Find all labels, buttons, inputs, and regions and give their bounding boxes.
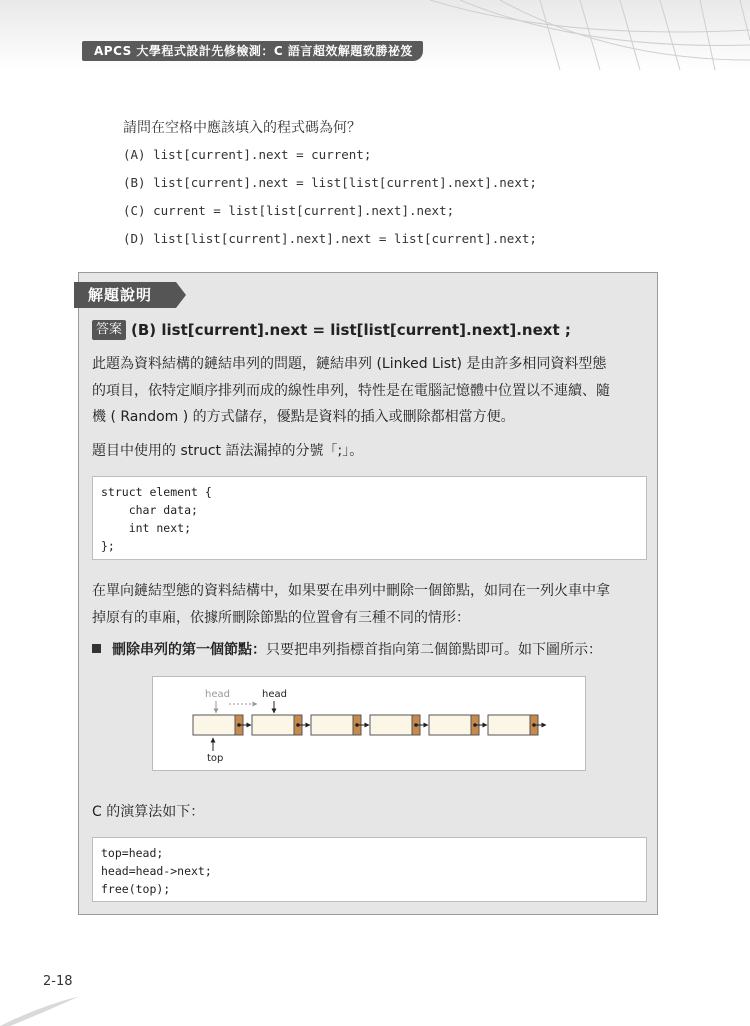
code-line: free(top); [101, 882, 171, 896]
para1-line1: 此題為資料結構的鏈結串列的問題，鏈結串列 (Linked List) 是由許多相同資料型態 [92, 356, 607, 372]
option-a: (A) list[current].next = current; [123, 147, 372, 162]
new-head-label: head [262, 689, 287, 700]
algorithm-code-block [92, 837, 647, 902]
node [488, 715, 538, 735]
question-prompt: 請問在空格中應該填入的程式碼為何？ [123, 120, 361, 136]
old-head-label: head [205, 689, 230, 700]
code-line: struct element { [101, 485, 212, 499]
para2: 題目中使用的 struct 語法漏掉的分號「;」。 [92, 443, 364, 459]
para3-line1: 在單向鏈結型態的資料結構中，如果要在串列中刪除一個節點，如同在一列火車中拿 [92, 583, 610, 599]
option-d: (D) list[list[current].next].next = list[current].next; [123, 231, 537, 246]
node [370, 715, 420, 735]
code-line: head=head->next; [101, 864, 212, 878]
bullet-bold: 刪除串列的第一個節點： [112, 642, 266, 658]
bullet-text [112, 639, 602, 659]
code-line: }; [101, 539, 115, 553]
answer-badge: 答案 [92, 320, 126, 340]
top-label: top [207, 753, 224, 764]
para4: C 的演算法如下： [92, 804, 205, 820]
option-b: (B) list[current].next = list[list[current].next].next; [123, 175, 537, 190]
node [429, 715, 479, 735]
code-line: int next; [101, 521, 192, 535]
code-line: char data; [101, 503, 198, 517]
node [252, 715, 302, 735]
bullet-rest: 只要把串列指標首指向第二個節點即可。如下圖所示： [266, 642, 602, 658]
node [311, 715, 361, 735]
struct-code-block [92, 476, 647, 560]
node [193, 715, 243, 735]
page-number: 2-18 [43, 974, 73, 989]
bullet-square-icon [92, 644, 101, 653]
book-title-tab: APCS 大學程式設計先修檢測：C 語言超效解題致勝祕笈 [82, 41, 423, 61]
linked-list-diagram [152, 676, 586, 771]
linked-list-svg [153, 677, 585, 770]
footer-swoosh [0, 996, 120, 1026]
option-c: (C) current = list[list[current].next].next; [123, 203, 455, 218]
para1-line3: 機 ( Random ) 的方式儲存，優點是資料的插入或刪除都相當方便。 [92, 409, 515, 425]
para3-line2: 掉原有的車廂，依據所刪除節點的位置會有三種不同的情形： [92, 610, 470, 626]
code-line: top=head; [101, 846, 164, 860]
answer-text: (B) list[current].next = list[list[current].next].next ; [131, 321, 571, 339]
para1-line2: 的項目，依特定順序排列而成的線性串列，特性是在電腦記憶體中位置以不連續、隨 [92, 383, 610, 399]
solution-tag: 解題說明 [74, 282, 176, 308]
